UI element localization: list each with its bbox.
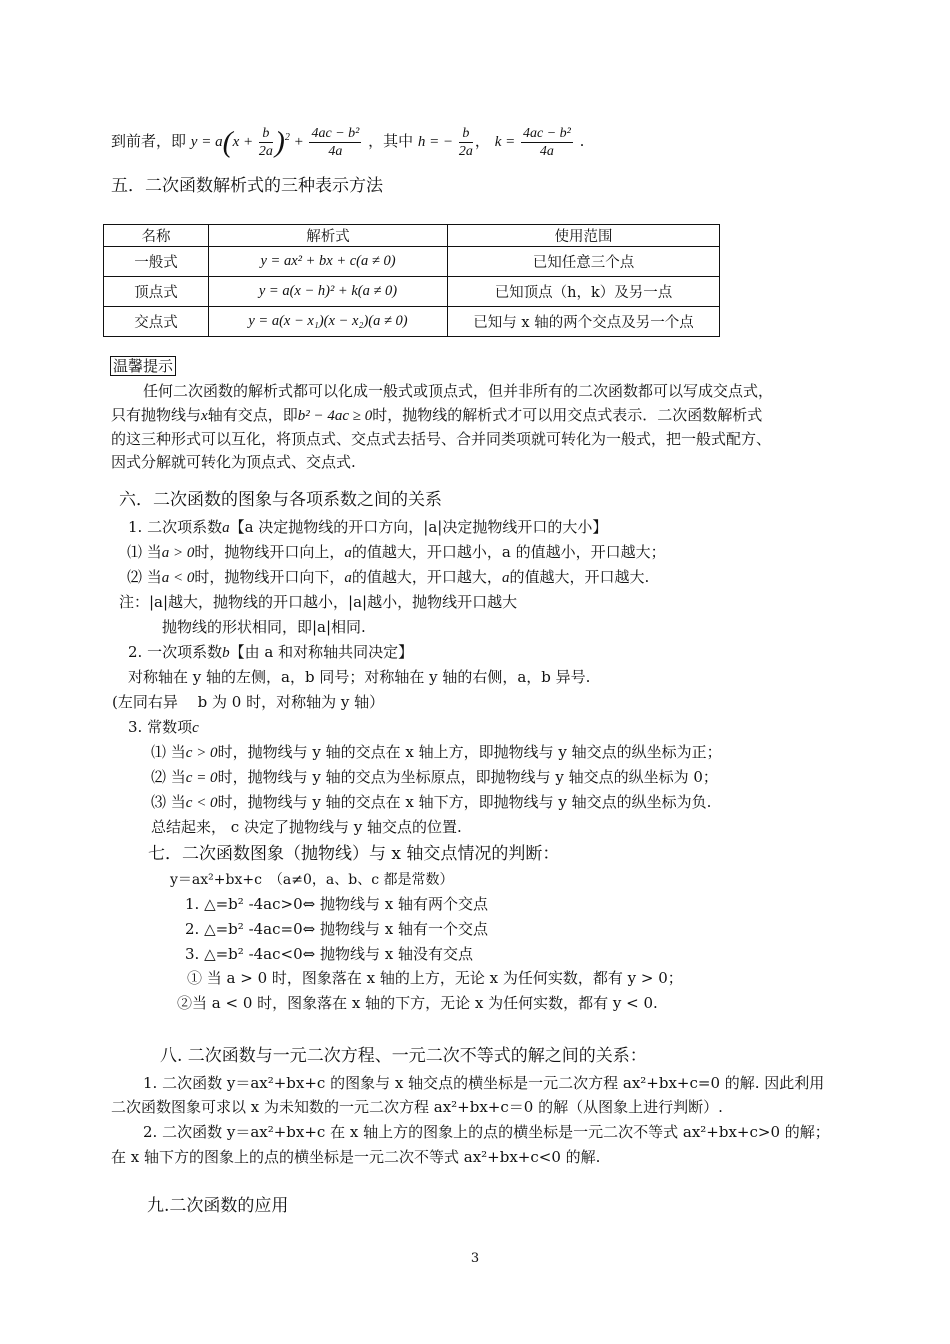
page-number: 3 bbox=[470, 1251, 480, 1266]
table-cell-formula: y = a(x − h)² + k(a ≠ 0) bbox=[209, 277, 448, 307]
coef-a-item-2: ⑵ 当a < 0时，抛物线开口向下，a的值越大，开口越大，a的值越大，开口越大. bbox=[127, 568, 650, 586]
section7-title: 七．二次函数图象（抛物线）与 x 轴交点情况的判断： bbox=[148, 844, 560, 864]
table-cell-name: 一般式 bbox=[104, 247, 209, 277]
coef-a-note-2: 抛物线的形状相同，即|a|相同. bbox=[162, 618, 366, 636]
section7-equation: y＝ax²+bx+c （a≠0，a、b、c 都是常数） bbox=[170, 872, 454, 888]
coef-a-item-1: ⑴ 当a > 0时，抛物线开口向上，a的值越大，开口越小，a 的值越小，开口越大； bbox=[127, 543, 666, 561]
table-cell-name: 交点式 bbox=[104, 307, 209, 337]
tip-line-3: 的这三种形式可以互化，将顶点式、交点式去括号、合并同类项就可转化为一般式，把一般式配方、 bbox=[111, 430, 772, 448]
coef-b-heading: 2. 一次项系数b【由 a 和对称轴共同决定】 bbox=[128, 643, 414, 661]
intro-end: . bbox=[579, 132, 585, 150]
table-cell-name: 顶点式 bbox=[104, 277, 209, 307]
intro-mid: ，其中 bbox=[368, 132, 414, 150]
k-expression: k = $\frac{\text{4ac − b²}}{4a}$ bbox=[494, 126, 571, 160]
table-row bbox=[104, 247, 720, 277]
table-row bbox=[104, 307, 720, 337]
coef-c-item-3: ⑶ 当c < 0时，抛物线与 y 轴的交点在 x 轴下方，即抛物线与 y 轴交点的纵坐标为负. bbox=[151, 793, 712, 811]
table-cell-range: 已知与 x 轴的两个交点及另一个点 bbox=[448, 307, 720, 337]
coef-b-line-1: 对称轴在 y 轴的左侧，a，b 同号；对称轴在 y 轴的右侧，a，b 异号. bbox=[128, 668, 591, 686]
coef-a-heading: 1. 二次项系数a【a 决定抛物线的开口方向，|a|决定抛物线开口的大小】 bbox=[128, 518, 608, 536]
h-expression: h = − $\frac{b}{2a}$ bbox=[417, 126, 473, 160]
tip-label: 温馨提示 bbox=[110, 356, 176, 376]
section7-item-1: 1. △=b² -4ac>0⇔ 抛物线与 x 轴有两个交点 bbox=[185, 895, 488, 913]
coef-c-heading: 3. 常数项c bbox=[128, 718, 199, 736]
section7-point-2: ②当 a < 0 时，图象落在 x 轴的下方，无论 x 为任何实数，都有 y < 0. bbox=[177, 994, 658, 1012]
tip-label-line bbox=[110, 356, 176, 376]
section8-title: 八. 二次函数与一元二次方程、一元二次不等式的解之间的关系： bbox=[160, 1046, 647, 1066]
tip-line-4: 因式分解就可转化为顶点式、交点式. bbox=[111, 453, 356, 471]
tip-line-2: 只有抛物线与x轴有交点，即b² − 4ac ≥ 0时，抛物线的解析式才可以用交点式表示．二次函数解析式 bbox=[111, 406, 763, 424]
section7-item-2: 2. △=b² -4ac=0⇔ 抛物线与 x 轴有一个交点 bbox=[185, 920, 488, 938]
table-cell-formula: y = ax² + bx + c(a ≠ 0) bbox=[209, 247, 448, 277]
vertex-form-expression: y = a(x + $\frac{b}{2a}$ )$^2$ + $\frac{\text{4ac − b²}}{4a}$ bbox=[190, 125, 360, 160]
coef-c-item-2: ⑵ 当c = 0时，抛物线与 y 轴的交点为坐标原点，即抛物线与 y 轴交点的纵坐标为 0； bbox=[151, 768, 718, 786]
tip-line-1: 任何二次函数的解析式都可以化成一般式或顶点式，但并非所有的二次函数都可以写成交点式， bbox=[143, 382, 774, 400]
intro-prefix: 到前者，即 bbox=[111, 132, 187, 150]
section5-title: 五．二次函数解析式的三种表示方法 bbox=[111, 176, 383, 196]
section7-point-1: ① 当 a > 0 时，图象落在 x 轴的上方，无论 x 为任何实数，都有 y > 0； bbox=[187, 969, 683, 987]
section8-p1-line-1: 1. 二次函数 y＝ax²+bx+c 的图象与 x 轴交点的横坐标是一元二次方程 ax²+bx+c=0 的解. 因此利用 bbox=[143, 1074, 825, 1092]
table-header-range: 使用范围 bbox=[448, 225, 720, 247]
coef-b-line-2: (左同右异 b 为 0 时，对称轴为 y 轴） bbox=[112, 693, 385, 711]
table-row bbox=[104, 277, 720, 307]
section9-title: 九.二次函数的应用 bbox=[147, 1196, 289, 1216]
table-header-row bbox=[104, 225, 720, 247]
table-cell-range: 已知顶点（h，k）及另一点 bbox=[448, 277, 720, 307]
forms-table bbox=[103, 224, 720, 337]
table-header-formula: 解析式 bbox=[209, 225, 448, 247]
coef-a-note-1: 注：|a|越大，抛物线的开口越小，|a|越小，抛物线开口越大 bbox=[119, 593, 518, 611]
section8-p2-line-2: 在 x 轴下方的图象上的点的横坐标是一元二次不等式 ax²+bx+c<0 的解. bbox=[111, 1148, 601, 1166]
section6-title: 六．二次函数的图象与各项系数之间的关系 bbox=[119, 490, 442, 510]
coef-c-item-1: ⑴ 当c > 0时，抛物线与 y 轴的交点在 x 轴上方，即抛物线与 y 轴交点的纵坐标为正； bbox=[151, 743, 722, 761]
section8-p2-line-1: 2. 二次函数 y＝ax²+bx+c 在 x 轴上方的图象上的点的横坐标是一元二次不等式 ax²+bx+c>0 的解； bbox=[143, 1123, 830, 1141]
table-cell-formula: y = a(x − x₁)(x − x₂)(a ≠ 0) bbox=[209, 307, 448, 337]
section8-p1-line-2: 二次函数图象可求以 x 为未知数的一元二次方程 ax²+bx+c＝0 的解（从图象上进行判断）. bbox=[111, 1098, 723, 1116]
table-cell-range: 已知任意三个点 bbox=[448, 247, 720, 277]
intro-formula-line: 到前者，即 y = a(x + $\frac{b}{2a}$ )$^2$ + $\frac{\text{4ac − b²}}{4a}$ ，其中 h = − $\frac{b}{2a}$ ， k = $\frac{\text{4ac − b²}}{4a}$ . bbox=[111, 125, 585, 160]
table-header-name: 名称 bbox=[104, 225, 209, 247]
section7-item-3: 3. △=b² -4ac<0⇔ 抛物线与 x 轴没有交点 bbox=[185, 945, 473, 963]
coef-c-summary: 总结起来， c 决定了抛物线与 y 轴交点的位置. bbox=[151, 818, 462, 836]
